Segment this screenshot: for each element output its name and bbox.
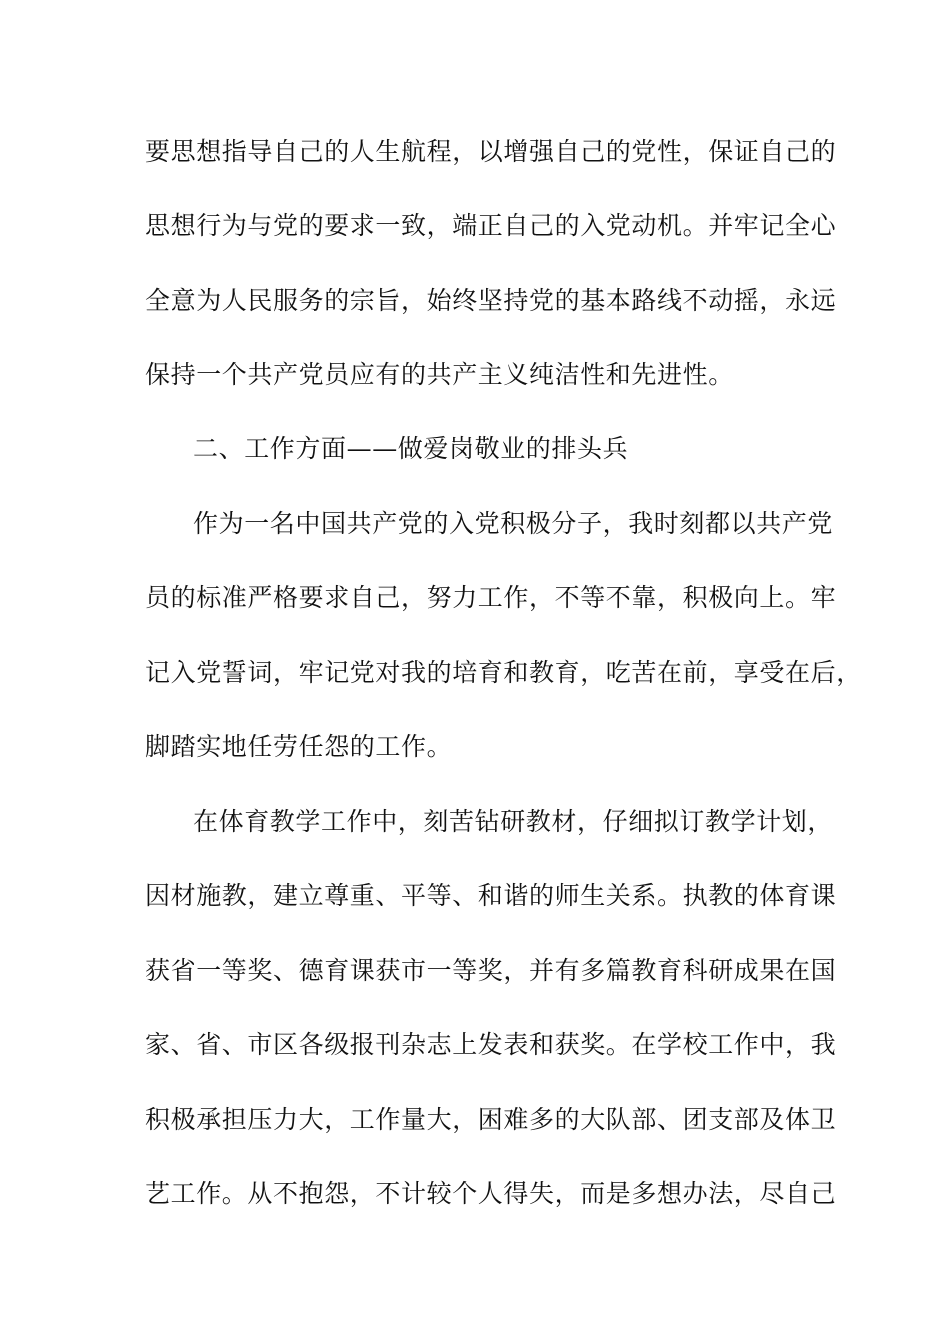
text-line: 员的标准严格要求自己，努力工作，不等不靠，积极向上。牢 [145, 583, 837, 612]
text-line: 家、省、市区各级报刊杂志上发表和获奖。在学校工作中，我 [145, 1030, 837, 1059]
text-line: 获省一等奖、德育课获市一等奖，并有多篇教育科研成果在国 [145, 956, 837, 985]
text-line: 记入党誓词，牢记党对我的培育和教育，吃苦在前，享受在后， [145, 658, 862, 687]
text-line: 思想行为与党的要求一致，端正自己的入党动机。并牢记全心 [145, 211, 837, 240]
text-line: 作为一名中国共产党的入党积极分子，我时刻都以共产党 [193, 509, 834, 538]
section-heading: 二、工作方面——做爱岗敬业的排头兵 [193, 434, 629, 463]
text-line: 艺工作。从不抱怨，不计较个人得失，而是多想办法，尽自己 [145, 1179, 837, 1208]
text-line: 脚踏实地任劳任怨的工作。 [145, 732, 453, 761]
text-line: 在体育教学工作中，刻苦钻研教材，仔细拟订教学计划， [193, 807, 834, 836]
text-line: 全意为人民服务的宗旨，始终坚持党的基本路线不动摇，永远 [145, 286, 837, 315]
text-line: 因材施教，建立尊重、平等、和谐的师生关系。执教的体育课 [145, 881, 837, 910]
text-line: 要思想指导自己的人生航程，以增强自己的党性，保证自己的 [145, 137, 837, 166]
text-line: 保持一个共产党员应有的共产主义纯洁性和先进性。 [145, 360, 734, 389]
text-line: 积极承担压力大，工作量大，困难多的大队部、团支部及体卫 [145, 1105, 837, 1134]
